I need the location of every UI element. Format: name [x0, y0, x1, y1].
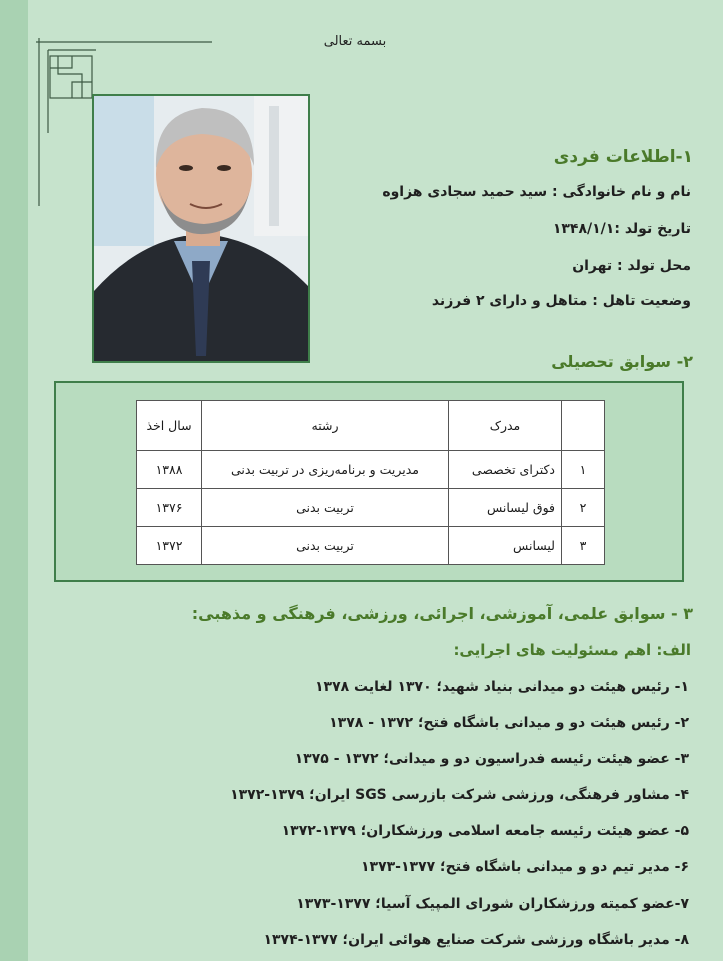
- section-records-title: ۳ - سوابق علمی، آموزشی، اجرائی، ورزشی، فرهنگی و مذهبی:: [191, 604, 693, 623]
- table-row: [137, 451, 605, 489]
- executive-responsibilities-subtitle: الف: اهم مسئولیت های اجرایی:: [453, 641, 691, 659]
- portrait-photo: [92, 94, 310, 363]
- birth-place: محل تولد : تهران: [572, 258, 691, 274]
- list-item: ۴- مشاور فرهنگی، ورزشی شرکت بازرسی SGS ایران؛ ۱۳۷۹-۱۳۷۲: [230, 787, 689, 803]
- list-item: ۲- رئیس هیئت دو و میدانی باشگاه فتح؛ ۱۳۷۲ - ۱۳۷۸: [329, 715, 689, 731]
- list-item: ۵- عضو هیئت رئیسه جامعه اسلامی ورزشکاران؛ ۱۳۷۹-۱۳۷۲: [281, 823, 689, 839]
- header-num: [562, 401, 605, 451]
- table-row: [137, 489, 605, 527]
- list-item: ۷-عضو کمیته ورزشکاران شورای المپیک آسیا؛ ۱۳۷۷-۱۳۷۳: [296, 896, 689, 912]
- full-name: نام و نام خانوادگی : سید حمید سجادی هزاوه: [382, 184, 691, 200]
- education-table-panel: [54, 381, 684, 582]
- row-year: ۱۳۸۸: [137, 451, 202, 489]
- row-degree: دکترای تخصصی: [449, 451, 562, 489]
- section-personal-info-title: ۱-اطلاعات فردی: [553, 147, 693, 167]
- left-border-band: [0, 0, 28, 961]
- header-year: سال اخذ: [137, 401, 202, 451]
- list-item: ۸- مدیر باشگاه ورزشی شرکت صنایع هوائی ایران؛ ۱۳۷۷-۱۳۷۴: [263, 932, 689, 948]
- section-education-title: ۲- سوابق تحصیلی: [551, 352, 693, 371]
- list-item: ۳- عضو هیئت رئیسه فدراسیون دو و میدانی؛ ۱۳۷۲ - ۱۳۷۵: [294, 751, 689, 767]
- row-field: تربیت بدنی: [202, 527, 449, 565]
- birth-date: تاریخ تولد :۱۳۴۸/۱/۱: [552, 221, 691, 237]
- row-year: ۱۳۷۶: [137, 489, 202, 527]
- education-table: [136, 400, 605, 565]
- header-field: رشته: [202, 401, 449, 451]
- row-field: تربیت بدنی: [202, 489, 449, 527]
- header-degree: مدرک: [449, 401, 562, 451]
- list-item: ۱- رئیس هیئت دو میدانی بنیاد شهید؛ ۱۳۷۰ لغایت ۱۳۷۸: [315, 679, 689, 695]
- row-num: ۳: [562, 527, 605, 565]
- table-row: [137, 527, 605, 565]
- list-item: ۶- مدیر تیم دو و میدانی باشگاه فتح؛ ۱۳۷۷-۱۳۷۳: [360, 859, 689, 875]
- table-header-row: [137, 401, 605, 451]
- bismillah-heading: بسمه تعالی: [323, 34, 387, 49]
- row-num: ۱: [562, 451, 605, 489]
- marital-status: وضعیت تاهل : متاهل و دارای ۲ فرزند: [431, 293, 691, 309]
- row-num: ۲: [562, 489, 605, 527]
- row-year: ۱۳۷۲: [137, 527, 202, 565]
- row-degree: فوق لیسانس: [449, 489, 562, 527]
- row-degree: لیسانس: [449, 527, 562, 565]
- row-field: مدیریت و برنامه‌ریزی در تربیت بدنی: [202, 451, 449, 489]
